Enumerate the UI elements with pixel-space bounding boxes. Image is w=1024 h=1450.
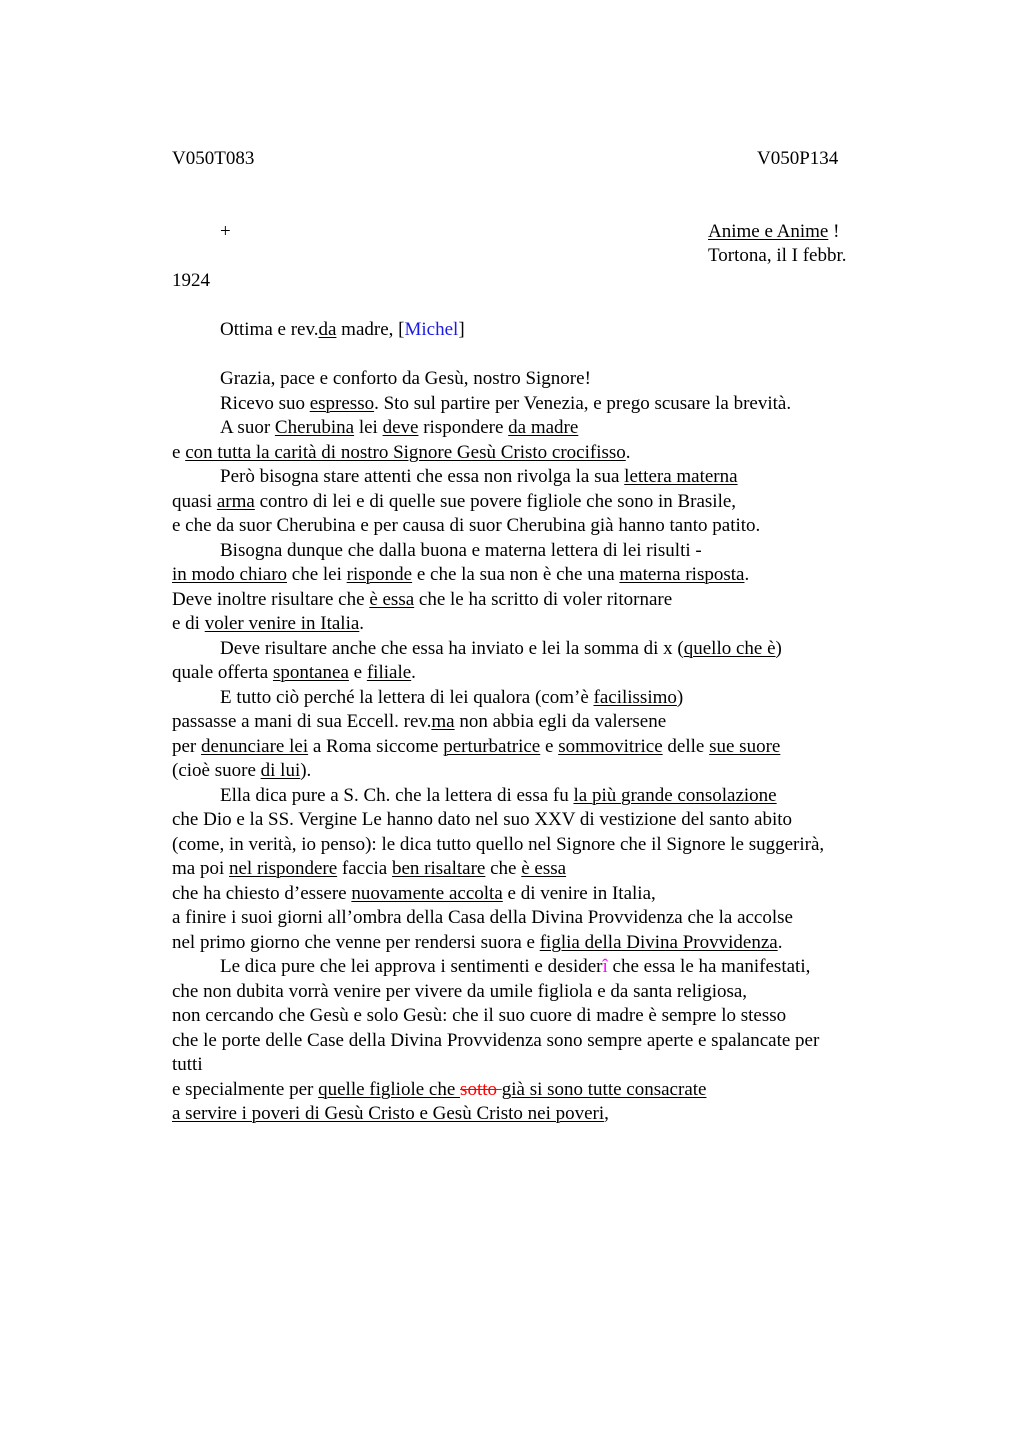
text-line: e di voler venire in Italia. xyxy=(172,613,365,634)
text-line: tutti xyxy=(172,1054,203,1075)
text-line: ma poi nel rispondere faccia ben risaltare che è essa xyxy=(172,858,567,879)
text-line: Però bisogna stare attenti che essa non rivolga la sua lettera materna xyxy=(220,466,738,487)
text-line: Grazia, pace e conforto da Gesù, nostro Signore! xyxy=(220,368,591,389)
text-line: non cercando che Gesù e solo Gesù: che il suo cuore di madre è sempre lo stesso xyxy=(172,1005,787,1026)
motto-end: ! xyxy=(828,221,840,242)
text-line: a servire i poveri di Gesù Cristo e Gesù Cristo nei poveri, xyxy=(172,1103,609,1124)
text-line: passasse a mani di sua Eccell. rev.ma non abbia egli da valersene xyxy=(172,711,667,732)
text-line: Le dica pure che lei approva i sentimenti e desiderî che essa le ha manifestati, xyxy=(220,956,811,977)
salutation-text: madre, [ xyxy=(336,319,405,340)
right-document-code: V050P134 xyxy=(757,148,839,169)
highlighted-correction: î xyxy=(602,956,608,977)
text-line: Bisogna dunque che dalla buona e materna lettera di lei risulti - xyxy=(220,539,702,561)
left-document-code: V050T083 xyxy=(172,148,255,169)
letter-body xyxy=(172,367,892,1127)
text-line: per denunciare lei a Roma siccome perturbatrice e sommovitrice delle sue suore xyxy=(172,735,781,757)
motto xyxy=(708,220,839,245)
text-line: Deve inoltre risultare che è essa che le ha scritto di voler ritornare xyxy=(172,588,673,610)
text-line: che ha chiesto d’essere nuovamente accolta e di venire in Italia, xyxy=(172,882,656,904)
text-line: e specialmente per quelle figliole che sotto già si sono tutte consacrate xyxy=(172,1078,707,1100)
place-date: Tortona, il I febbr. xyxy=(708,245,847,266)
text-line: quasi arma contro di lei e di quelle sue povere figliole che sono in Brasile, xyxy=(172,490,737,512)
text-line: quale offerta spontanea e filiale. xyxy=(172,662,416,683)
text-line: e con tutta la carità di nostro Signore Gesù Cristo crocifisso. xyxy=(172,441,631,463)
text-line: E tutto ciò perché la lettera di lei qualora (com’è facilissimo) xyxy=(220,686,684,708)
text-line: Deve risultare anche che essa ha inviato e lei la somma di x (quello che è) xyxy=(220,637,782,659)
text-line: in modo chiaro che lei risponde e che la sua non è che una materna risposta. xyxy=(172,564,750,585)
text-line: A suor Cherubina lei deve rispondere da madre xyxy=(220,417,579,438)
deleted-word: sotto xyxy=(460,1078,502,1100)
motto-underlined: Anime e Anime xyxy=(708,221,829,242)
year: 1924 xyxy=(172,270,210,291)
salutation-text: Ottima e rev. xyxy=(220,319,319,340)
text-line: a finire i suoi giorni all’ombra della Casa della Divina Provvidenza che la accolse xyxy=(172,907,793,928)
text-line: che non dubita vorrà venire per vivere da umile figliola e da santa religiosa, xyxy=(172,980,748,1002)
text-line: Ricevo suo espresso. Sto sul partire per Venezia, e prego scusare la brevità. xyxy=(220,392,792,414)
text-line: che le porte delle Case della Divina Provvidenza sono sempre aperte e spalancate per xyxy=(172,1029,820,1051)
text-line: nel primo giorno che venne per rendersi suora e figlia della Divina Provvidenza. xyxy=(172,931,783,953)
recipient-name: Michel xyxy=(404,319,459,340)
salutation-abbrev: da xyxy=(318,319,337,340)
text-line: (cioè suore di lui). xyxy=(172,760,312,781)
cross-symbol: + xyxy=(220,221,231,242)
text-line: Ella dica pure a S. Ch. che la lettera di essa fu la più grande consolazione xyxy=(220,784,777,806)
salutation xyxy=(220,318,465,343)
text-line: e che da suor Cherubina e per causa di suor Cherubina già hanno tanto patito. xyxy=(172,515,761,536)
salutation-text: ] xyxy=(458,319,465,340)
text-line: (come, in verità, io penso): le dica tutto quello nel Signore che il Signore le suggerirà, xyxy=(172,833,825,855)
text-line: che Dio e la SS. Vergine Le hanno dato nel suo XXV di vestizione del santo abito xyxy=(172,809,793,830)
